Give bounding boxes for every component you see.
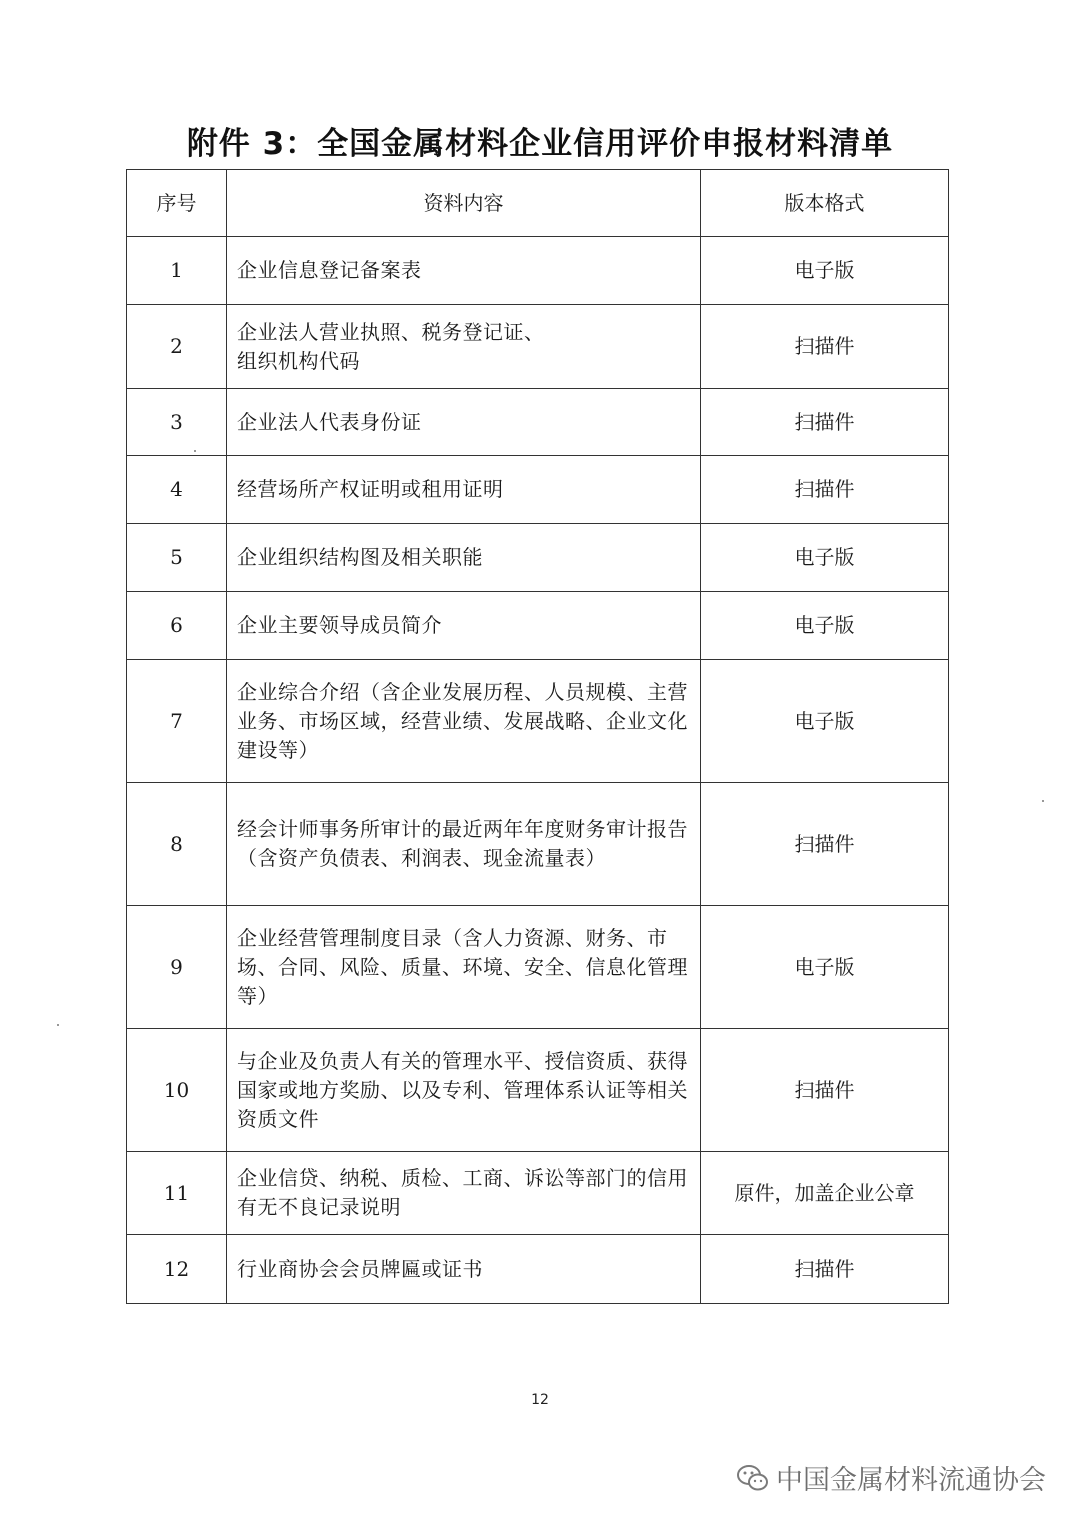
row-content: 企业经营管理制度目录（含人力资源、财务、市场、合同、风险、质量、环境、安全、信息化管理等） (227, 906, 701, 1029)
row-no: 2 (127, 305, 227, 389)
table-row (127, 906, 949, 1029)
row-content: 企业法人营业执照、税务登记证、 组织机构代码 (227, 305, 701, 389)
table-row (127, 456, 949, 524)
row-format: 扫描件 (701, 1235, 949, 1304)
table-row (127, 1152, 949, 1235)
watermark (736, 1458, 1046, 1497)
row-format: 扫描件 (701, 1029, 949, 1152)
row-content: 经营场所产权证明或租用证明 (227, 456, 701, 524)
row-no: 1 (127, 237, 227, 305)
table-header-row (127, 170, 949, 237)
row-no: 3 (127, 389, 227, 456)
table-row (127, 237, 949, 305)
scan-speck (1042, 800, 1044, 802)
row-format: 扫描件 (701, 456, 949, 524)
table-row (127, 389, 949, 456)
row-format: 电子版 (701, 524, 949, 592)
row-format: 扫描件 (701, 783, 949, 906)
page-number: 12 (531, 1392, 549, 1408)
watermark-text: 中国金属材料流通协会 (776, 1465, 1046, 1496)
row-content: 企业法人代表身份证 (227, 389, 701, 456)
row-no: 9 (127, 906, 227, 1029)
row-content: 经会计师事务所审计的最近两年年度财务审计报告（含资产负债表、利润表、现金流量表） (227, 783, 701, 906)
row-no: 10 (127, 1029, 227, 1152)
table-row (127, 524, 949, 592)
materials-table (126, 169, 949, 1304)
row-content: 行业商协会会员牌匾或证书 (227, 1235, 701, 1304)
row-no: 7 (127, 660, 227, 783)
row-no: 8 (127, 783, 227, 906)
row-content: 企业综合介绍（含企业发展历程、人员规模、主营业务、市场区域，经营业绩、发展战略、企业文化建设等） (227, 660, 701, 783)
row-content: 企业信息登记备案表 (227, 237, 701, 305)
table-row (127, 1235, 949, 1304)
row-format: 扫描件 (701, 305, 949, 389)
row-no: 11 (127, 1152, 227, 1235)
scan-speck (57, 1024, 59, 1026)
header-format: 版本格式 (701, 170, 949, 237)
row-no: 6 (127, 592, 227, 660)
row-no: 12 (127, 1235, 227, 1304)
table-row (127, 660, 949, 783)
page-title: 附件 3：全国金属材料企业信用评价申报材料清单 (186, 126, 894, 162)
row-format: 电子版 (701, 660, 949, 783)
row-format: 电子版 (701, 592, 949, 660)
scan-speck (194, 450, 196, 452)
row-content: 与企业及负责人有关的管理水平、授信资质、获得国家或地方奖励、以及专利、管理体系认证等相关资质文件 (227, 1029, 701, 1152)
table-row (127, 783, 949, 906)
header-no: 序号 (127, 170, 227, 237)
table-row (127, 305, 949, 389)
row-content: 企业主要领导成员简介 (227, 592, 701, 660)
row-content: 企业信贷、纳税、质检、工商、诉讼等部门的信用有无不良记录说明 (227, 1152, 701, 1235)
row-no: 4 (127, 456, 227, 524)
row-format: 电子版 (701, 906, 949, 1029)
wechat-icon (736, 1463, 770, 1493)
row-format: 扫描件 (701, 389, 949, 456)
header-content: 资料内容 (227, 170, 701, 237)
row-format: 电子版 (701, 237, 949, 305)
row-content: 企业组织结构图及相关职能 (227, 524, 701, 592)
table-row (127, 592, 949, 660)
row-format: 原件，加盖企业公章 (701, 1152, 949, 1235)
row-no: 5 (127, 524, 227, 592)
table-row (127, 1029, 949, 1152)
